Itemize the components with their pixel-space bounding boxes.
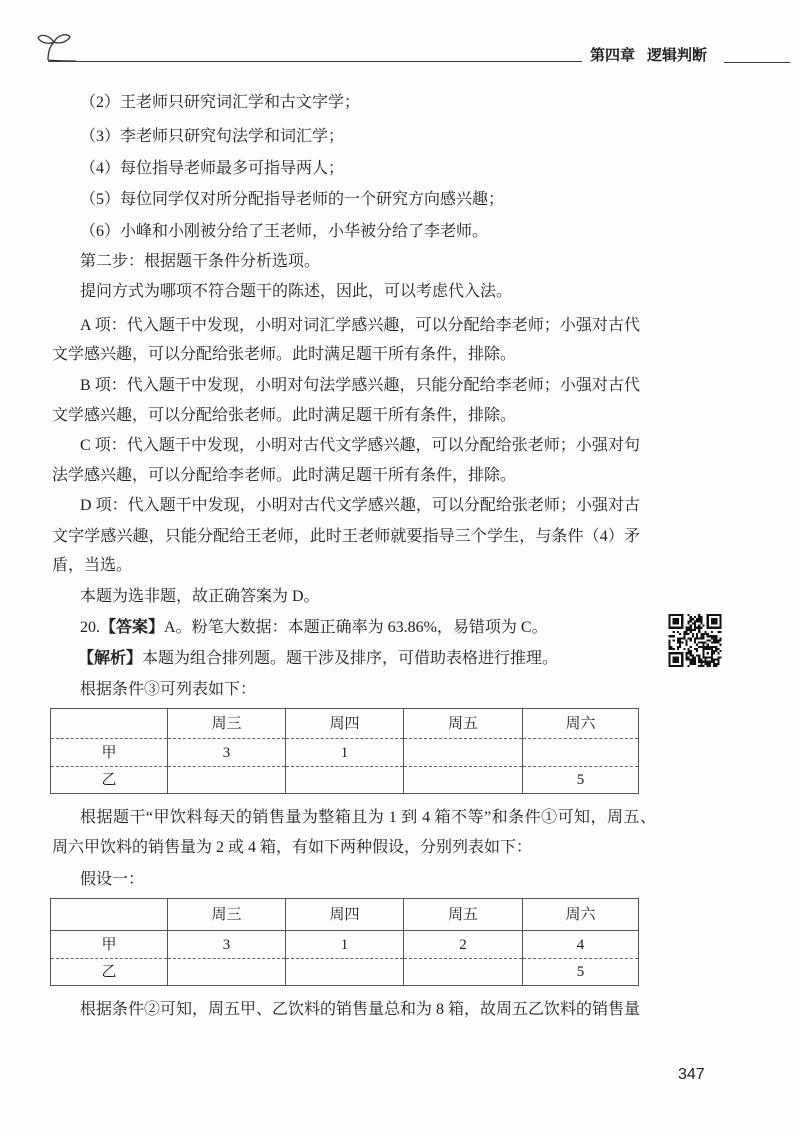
schedule-table-2 <box>50 898 639 986</box>
table-cell <box>168 959 286 986</box>
analysis-tag: 【解析】 <box>78 650 143 667</box>
table-cell <box>404 959 523 986</box>
table-cell: 3 <box>168 739 286 767</box>
sprout-icon <box>34 30 76 62</box>
table-header-cell: 周五 <box>404 899 523 931</box>
table-header-cell: 周三 <box>168 709 286 739</box>
condition-5: （5）每位同学仅对所分配指导老师的一个研究方向感兴趣； <box>80 191 505 208</box>
table-header-cell: 周五 <box>404 709 523 739</box>
paragraph-line: 周六甲饮料的销售量为 2 或 4 箱，有如下两种假设，分别列表如下： <box>52 839 533 856</box>
option-d-line: 盾，当选。 <box>52 557 133 574</box>
schedule-table-1 <box>50 708 639 794</box>
condition-2: （2）王老师只研究词汇学和古文字学； <box>80 94 361 111</box>
header-rule-right <box>724 62 790 63</box>
table1-intro: 根据条件③可列表如下： <box>80 681 257 698</box>
table-cell <box>168 767 286 794</box>
option-a-line: A 项：代入题干中发现，小明对词汇学感兴趣，可以分配给李老师；小强对古代 <box>80 317 640 334</box>
paragraph-line: 根据条件②可知，周五甲、乙饮料的销售量总和为 8 箱，故周五乙饮料的销售量 <box>80 1001 641 1018</box>
row-label: 甲 <box>51 931 168 959</box>
table-cell <box>404 739 523 767</box>
table-cell: 1 <box>286 739 404 767</box>
q20-answer-line <box>80 618 548 638</box>
chapter-title: 逻辑判断 <box>647 46 708 64</box>
condition-4: （4）每位指导老师最多可指导两人； <box>80 160 345 177</box>
analysis-text: 本题为组合排列题。题干涉及排序，可借助表格进行推理。 <box>142 650 559 667</box>
row-label: 乙 <box>51 767 168 794</box>
option-d-line: D 项：代入题干中发现，小明对古代文学感兴趣，可以分配给张老师；小强对古 <box>80 497 640 514</box>
table-cell: 4 <box>523 931 639 959</box>
table-cell: 5 <box>523 959 639 986</box>
chapter-label: 第四章 <box>590 46 636 64</box>
page-number: 347 <box>678 1066 705 1083</box>
row-label: 甲 <box>51 739 168 767</box>
table-header-cell: 周四 <box>286 899 404 931</box>
conclusion: 本题为选非题，故正确答案为 D。 <box>80 588 320 605</box>
condition-3: （3）李老师只研究句法学和词汇学； <box>80 128 345 145</box>
table-cell: 5 <box>523 767 639 794</box>
table-header-cell: 周六 <box>523 899 639 931</box>
table-cell: 3 <box>168 931 286 959</box>
table-cell <box>286 959 404 986</box>
table-header-cell <box>51 899 168 931</box>
condition-6: （6）小峰和小刚被分给了王老师，小华被分给了李老师。 <box>80 223 489 240</box>
header-rule-left <box>48 61 582 62</box>
row-label: 乙 <box>51 959 168 986</box>
option-b-line: 文学感兴趣，可以分配给张老师。此时满足题干所有条件，排除。 <box>52 407 517 424</box>
option-d-line: 文字学感兴趣，只能分配给王老师，此时王老师就要指导三个学生，与条件（4）矛 <box>52 528 640 545</box>
answer-text: A。粉笔大数据：本题正确率为 63.86%，易错项为 C。 <box>164 619 548 636</box>
table-cell: 2 <box>404 931 523 959</box>
table-header-cell: 周三 <box>168 899 286 931</box>
table-cell <box>523 739 639 767</box>
table-header-cell: 周六 <box>523 709 639 739</box>
option-b-line: B 项：代入题干中发现，小明对句法学感兴趣，只能分配给李老师；小强对古代 <box>80 377 640 394</box>
hypothesis-label: 假设一： <box>80 871 145 888</box>
table-header-cell <box>51 709 168 739</box>
qr-code[interactable] <box>668 614 722 667</box>
table-header-cell: 周四 <box>286 709 404 739</box>
table-cell: 1 <box>286 931 404 959</box>
option-c-line: C 项：代入题干中发现，小明对古代文学感兴趣，可以分配给张老师；小强对句 <box>80 437 640 454</box>
answer-tag: 【答案】 <box>100 619 165 636</box>
option-a-line: 文学感兴趣，可以分配给张老师。此时满足题干所有条件，排除。 <box>52 346 517 363</box>
step-two: 第二步：根据题干条件分析选项。 <box>80 253 321 270</box>
question-number: 20. <box>80 619 100 636</box>
table-cell <box>404 767 523 794</box>
paragraph-line: 根据题干“甲饮料每天的销售量为整箱且为 1 到 4 箱不等”和条件①可知，周五、 <box>80 809 656 826</box>
running-header <box>590 46 707 64</box>
method-note: 提问方式为哪项不符合题干的陈述，因此，可以考虑代入法。 <box>80 283 513 300</box>
option-c-line: 法学感兴趣，可以分配给李老师。此时满足题干所有条件，排除。 <box>52 467 517 484</box>
q20-analysis-line <box>78 649 558 669</box>
table-cell <box>286 767 404 794</box>
